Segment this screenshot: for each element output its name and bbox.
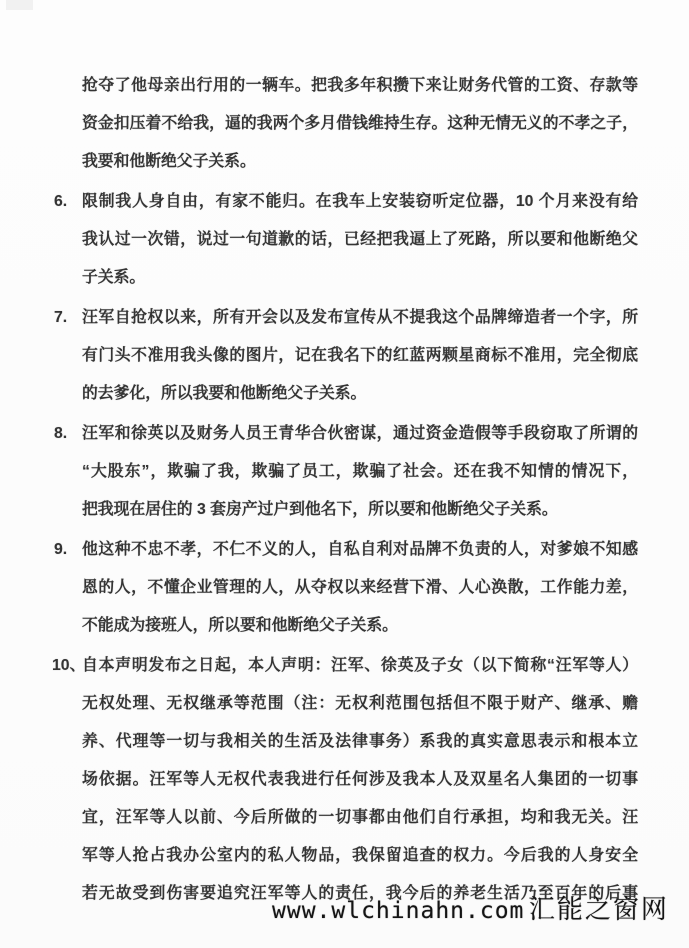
text-line: 不能成为接班人，所以要和他断绝父子关系。	[82, 617, 398, 634]
text-line: 的去爹化，所以我要和他断绝父子关系。	[82, 385, 367, 402]
watermark	[272, 889, 669, 926]
statement-item-9	[54, 531, 638, 645]
text-line: 若无故受到伤害要追究汪军等人的责任，我今后的养老生活乃至百年的后事	[82, 885, 638, 902]
text-line: 子关系。	[82, 269, 146, 286]
item-number: 8.	[54, 425, 68, 442]
text-line: 汪军自抢权以来，所有开会以及发布宣传从不提我这个品牌缔造者一个字，所	[82, 309, 638, 326]
text-line: 我认过一次错，说过一句道歉的话，已经把我逼上了死路，所以要和他断绝父	[82, 231, 638, 248]
watermark-site-name: 汇能之窗网	[528, 895, 669, 925]
text-line: 场依据。汪军等人无权代表我进行任何涉及我本人及双星名人集团的一切事	[82, 771, 638, 788]
text-line: 养、代理等一切与我相关的生活及法律事务）系我的真实意思表示和根本立	[82, 733, 638, 750]
item-number: 10、	[52, 657, 86, 674]
text-line: 汪军和徐英以及财务人员王青华合伙密谋，通过资金造假等手段窃取了所谓的	[82, 425, 638, 442]
watermark-url: www.wlchinahn.com	[272, 898, 525, 924]
paragraph-continuation	[82, 67, 638, 181]
text-line: 无权处理、无权继承等范围（注：无权利范围包括但不限于财产、继承、赡	[82, 695, 638, 712]
text-line: 宜，汪军等人以前、今后所做的一切事都由他们自行承担，均和我无关。汪	[82, 809, 638, 826]
item-number: 9.	[54, 541, 68, 558]
text-line: 资金扣压着不给我，逼的我两个多月借钱维持生存。这种无情无义的不孝之子，	[82, 115, 638, 132]
text-line: 我要和他断绝父子关系。	[82, 153, 256, 170]
text-line: 抢夺了他母亲出行用的一辆车。把我多年积攒下来让财务代管的工资、存款等	[82, 77, 638, 94]
text-line: 把我现在居住的 3 套房产过户到他名下，所以要和他断绝父子关系。	[82, 501, 558, 518]
text-line: 恩的人，不懂企业管理的人，从夺权以来经营下滑、人心涣散，工作能力差，	[82, 579, 638, 596]
item-number: 7.	[54, 309, 68, 326]
item-number: 6.	[54, 193, 68, 210]
text-line: 有门头不准用我头像的图片，记在我名下的红蓝两颗星商标不准用，完全彻底	[82, 347, 638, 364]
statement-item-8	[54, 415, 638, 529]
text-line: 限制我人身自由，有家不能归。在我车上安装窃听定位器，10 个月来没有给	[82, 193, 638, 210]
statement-item-6	[54, 183, 638, 297]
text-line: 自本声明发布之日起，本人声明：汪军、徐英及子女（以下简称“汪军等人）	[82, 657, 638, 674]
text-line: 他这种不忠不孝，不仁不义的人，自私自利对品牌不负责的人，对爹娘不知感	[82, 541, 638, 558]
text-line: “大股东”，欺骗了我，欺骗了员工，欺骗了社会。还在我不知情的情况下，	[82, 463, 638, 480]
text-line: 军等人抢占我办公室内的私人物品，我保留追查的权力。今后我的人身安全	[82, 847, 638, 864]
statement-item-7	[54, 299, 638, 413]
statement-item-10	[52, 647, 638, 913]
